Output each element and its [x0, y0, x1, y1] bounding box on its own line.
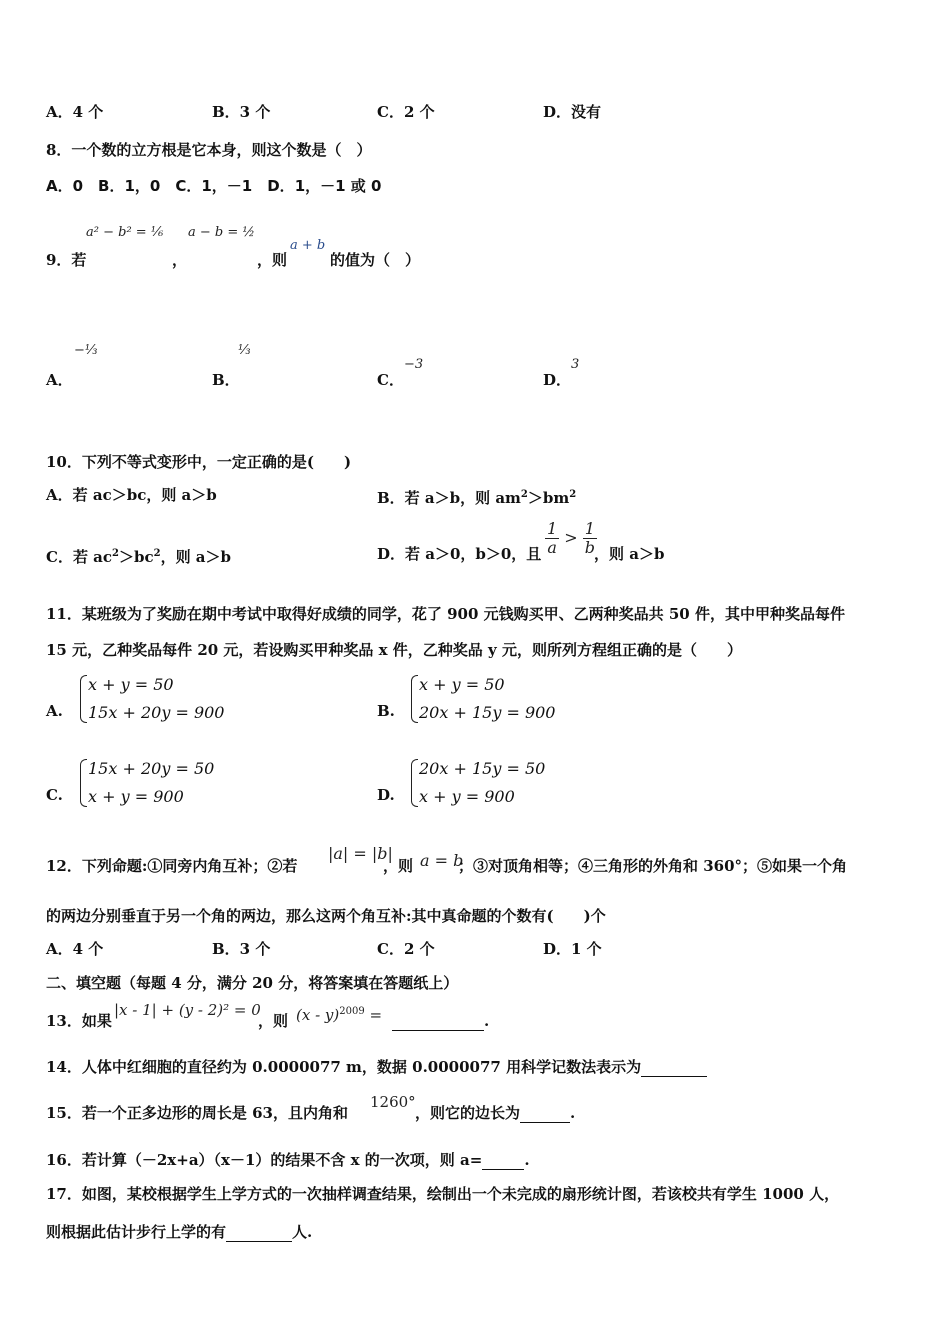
q9-option-a-value: −⅓ [74, 343, 98, 358]
q10-option-d-inequality: $\frac{1}{a}$ > $\frac{1}{b}$ [547, 519, 595, 557]
q12-option-b: B．3 个 [212, 940, 271, 958]
q9-sep1: ， [172, 251, 188, 269]
q7-option-c: C．2 个 [377, 103, 435, 121]
q10-stem: 10．下列不等式变形中，一定正确的是( ) [46, 453, 352, 471]
q11-stem-1: 11．某班级为了奖励在期中考试中取得好成绩的同学，花了 900 元钱购买甲、乙两种奖品共 50 件，其中甲种奖品每件 [46, 605, 845, 623]
q16-answer-blank[interactable] [482, 1151, 524, 1170]
q13-formula: |x - 1| + (y - 2)² = 0 [114, 1001, 261, 1019]
q10-option-b: B．若 a＞b，则 $am^2>bm^2$ [377, 489, 577, 507]
q15-answer-blank[interactable] [520, 1104, 570, 1123]
q15-pre: 15．若一个正多边形的周长是 63，且内角和 [46, 1104, 348, 1122]
q9-formula-1: a² − b² = ⅙ [86, 225, 164, 240]
q12-stem-pre: 12．下列命题:①同旁内角互补；②若 [46, 857, 298, 875]
q11-option-d-label: D. [377, 786, 395, 804]
q9-option-d-value: 3 [571, 357, 580, 372]
q11-option-a-label: A. [46, 702, 63, 720]
q14-text: 14．人体中红细胞的直径约为 0.0000077 m，数据 0.0000077 用科学记数法表示为 [46, 1057, 707, 1077]
section-2-heading: 二、填空题（每题 4 分，满分 20 分，将答案填在答题纸上） [46, 974, 459, 992]
q12-abs-eq: |a| = |b| [328, 844, 393, 863]
q13-answer-blank[interactable]: . [392, 1011, 489, 1031]
q10-option-c: C．若 $ac^2>bc^2$，则 a＞b [46, 548, 232, 566]
q15-value: 1260° [370, 1093, 416, 1111]
q17-line-1: 17．如图，某校根据学生上学方式的一次抽样调查结果，绘制出一个未完成的扇形统计图，若该校共有学生 1000 人， [46, 1185, 840, 1203]
q14-answer-blank[interactable] [641, 1058, 707, 1077]
q7-option-b: B．3 个 [212, 103, 271, 121]
q13-formula-2: (x - y)$^{2009}$ = [296, 1006, 383, 1024]
q8-options: A．0 B．1，0 C．1，－1 D．1，－1 或 0 [46, 177, 382, 195]
q17-answer-blank[interactable] [226, 1223, 292, 1242]
q16-text: 16．若计算（－2x+a）（x－1）的结果不含 x 的一次项，则 a= . [46, 1151, 530, 1169]
q8-stem: 8．一个数的立方根是它本身，则这个数是（ ） [46, 141, 372, 159]
q11-stem-2: 15 元，乙种奖品每件 20 元，若设购买甲种奖品 x 件，乙种奖品 y 元，则所列方程组正确的是（ ） [46, 641, 742, 659]
q12-mid: ，则 [383, 857, 414, 875]
q9-prefix: 9．若 [46, 251, 87, 269]
q12-option-c: C．2 个 [377, 940, 435, 958]
q12-option-a: A．4 个 [46, 940, 104, 958]
q9-target: a + b [290, 238, 326, 253]
q9-sep2: ，则 [257, 251, 288, 269]
q12-option-d: D．1 个 [543, 940, 602, 958]
q9-option-c-value: −3 [404, 357, 424, 372]
q9-option-a-label: A． [46, 371, 73, 389]
q12-a-eq-b: a = b [420, 851, 464, 870]
q7-option-a: A．4 个 [46, 103, 104, 121]
q15-post: ，则它的边长为 . [415, 1104, 576, 1122]
q7-option-d: D．没有 [543, 103, 602, 121]
q10-option-d-text: D．若 a＞0，b＞0，且 [377, 545, 542, 563]
q10-option-d-post: ，则 a＞b [594, 545, 665, 563]
q9-formula-2: a − b = ½ [188, 225, 255, 240]
q10-option-a: A．若 ac＞bc，则 a＞b [46, 486, 217, 504]
q17-line-2: 则根据此估计步行上学的有 人. [46, 1223, 313, 1241]
q12-stem-post: ；③对顶角相等；④三角形的外角和 360°；⑤如果一个角 [458, 857, 848, 875]
q13-pre: 13．如果 [46, 1012, 112, 1030]
q9-suffix: 的值为（ ） [330, 251, 421, 269]
q11-option-b-label: B. [377, 702, 395, 720]
q12-stem-2: 的两边分别垂直于另一个角的两边，那么这两个角互补:其中真命题的个数有( )个 [46, 907, 606, 925]
q9-option-b-label: B． [212, 371, 240, 389]
q9-option-b-value: ⅓ [238, 343, 251, 358]
q11-option-c-label: C. [46, 786, 63, 804]
q9-option-c-label: C． [377, 371, 404, 389]
q9-option-d-label: D． [543, 371, 572, 389]
q13-mid: ，则 [258, 1012, 289, 1030]
